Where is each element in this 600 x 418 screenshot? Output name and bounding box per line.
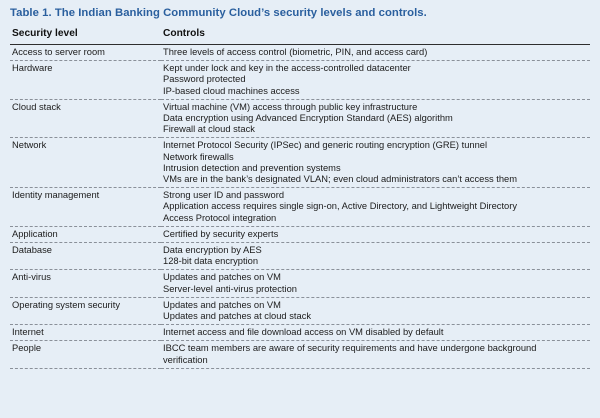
controls-cell — [161, 341, 590, 368]
controls-cell — [161, 243, 590, 270]
security-level-cell: People — [10, 341, 161, 368]
table-header — [10, 28, 590, 45]
controls-cell — [161, 61, 590, 100]
security-level-cell: Anti-virus — [10, 270, 161, 297]
security-level-cell: Identity management — [10, 188, 161, 227]
control-item: IP-based cloud machines access — [163, 85, 300, 96]
control-item: Kept under lock and key in the access-controlled datacenter — [163, 63, 411, 74]
table-row — [10, 61, 590, 100]
control-item: VMs are in the bank’s designated VLAN; even cloud administrators can’t access them — [163, 174, 518, 185]
security-level-cell: Access to server room — [10, 45, 161, 61]
control-item: Internet access and file download access on VM disabled by default — [163, 327, 444, 338]
security-level-cell: Cloud stack — [10, 99, 161, 138]
control-item: Certified by security experts — [163, 228, 279, 239]
security-level-cell: Internet — [10, 325, 161, 341]
controls-cell — [161, 226, 590, 242]
control-item: Password protected — [163, 74, 246, 85]
security-level-cell: Database — [10, 243, 161, 270]
control-item: Data encryption by AES — [163, 245, 262, 256]
control-item: Application access requires single sign-on, Active Directory, and Lightweight Directory — [163, 201, 518, 212]
control-item: Network firewalls — [163, 151, 234, 162]
control-item: Server-level anti-virus protection — [163, 283, 297, 294]
security-level-cell: Application — [10, 226, 161, 242]
control-item: Intrusion detection and prevention systems — [163, 162, 341, 173]
control-item: Updates and patches at cloud stack — [163, 311, 312, 322]
control-item: Access Protocol integration — [163, 212, 277, 223]
security-controls-table — [10, 28, 590, 369]
table-row — [10, 45, 590, 61]
controls-cell — [161, 99, 590, 138]
table-row — [10, 99, 590, 138]
controls-cell — [161, 297, 590, 324]
controls-cell — [161, 138, 590, 188]
security-level-cell: Operating system security — [10, 297, 161, 324]
table-caption: Table 1. The Indian Banking Community Cloud’s security levels and controls. — [10, 7, 427, 19]
table-row — [10, 243, 590, 270]
table-body — [10, 45, 590, 369]
control-item: 128-bit data encryption — [163, 256, 259, 267]
control-item: Updates and patches on VM — [163, 299, 281, 310]
controls-cell — [161, 325, 590, 341]
table-row — [10, 138, 590, 188]
security-level-cell: Network — [10, 138, 161, 188]
control-item: Data encryption using Advanced Encryption Standard (AES) algorithm — [163, 113, 453, 124]
column-header-security-level: Security level — [10, 28, 161, 45]
controls-cell — [161, 270, 590, 297]
controls-cell — [161, 188, 590, 227]
control-item: Strong user ID and password — [163, 190, 285, 201]
header-row — [10, 28, 590, 45]
column-header-controls: Controls — [161, 28, 590, 45]
control-item: Internet Protocol Security (IPSec) and generic routing encryption (GRE) tunnel — [163, 140, 488, 151]
security-level-cell: Hardware — [10, 61, 161, 100]
controls-cell — [161, 45, 590, 61]
control-item: Firewall at cloud stack — [163, 124, 255, 135]
table-row — [10, 325, 590, 341]
control-item: verification — [163, 354, 208, 365]
control-item: Updates and patches on VM — [163, 272, 281, 283]
table-row — [10, 270, 590, 297]
control-item: IBCC team members are aware of security requirements and have undergone background — [163, 343, 537, 354]
table-row — [10, 341, 590, 368]
control-item: Virtual machine (VM) access through public key infrastructure — [163, 101, 418, 112]
table-row — [10, 226, 590, 242]
table-row — [10, 188, 590, 227]
table-row — [10, 297, 590, 324]
control-item: Three levels of access control (biometric, PIN, and access card) — [163, 47, 428, 57]
